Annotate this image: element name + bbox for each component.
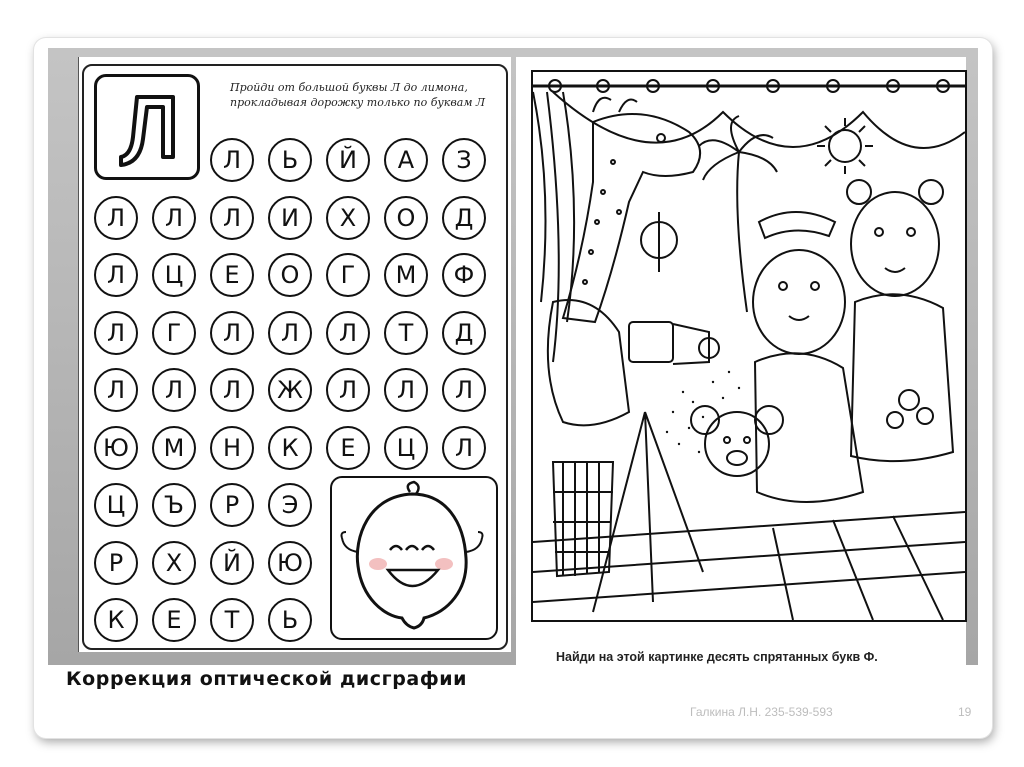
maze-instruction — [230, 80, 498, 110]
letter-circle: Ц — [384, 426, 428, 470]
letter-circle: Л — [210, 196, 254, 240]
letter-circle: Л — [94, 368, 138, 412]
letter-circle: Л — [210, 311, 254, 355]
letter-circle: Д — [442, 311, 486, 355]
letter-circle: К — [94, 598, 138, 642]
letter-circle: Ю — [94, 426, 138, 470]
letter-circle: Р — [94, 541, 138, 585]
letter-circle: Е — [152, 598, 196, 642]
zoo-photographer-illustration — [533, 72, 965, 620]
hidden-letters-picture — [531, 70, 967, 622]
picture-caption: Найди на этой картинке десять спрятанных букв Ф. — [556, 650, 878, 664]
letter-circle: А — [384, 138, 428, 182]
instruction-line-1: Пройди от большой буквы Л до лимона, — [230, 81, 468, 94]
letter-circle: Х — [326, 196, 370, 240]
letter-circle: Л — [442, 426, 486, 470]
letter-circle: О — [384, 196, 428, 240]
letter-circle: Ь — [268, 138, 312, 182]
letter-circle: Л — [268, 311, 312, 355]
letter-circle: Ж — [268, 368, 312, 412]
letter-circle: Н — [210, 426, 254, 470]
letter-circle: Ю — [268, 541, 312, 585]
letter-circle: Т — [384, 311, 428, 355]
letter-circle: Й — [210, 541, 254, 585]
letter-circle: Г — [152, 311, 196, 355]
letter-circle: Ф — [442, 253, 486, 297]
letter-circle: Л — [94, 196, 138, 240]
smiling-lemon-illustration — [332, 478, 492, 634]
letter-circle: Э — [268, 483, 312, 527]
letter-circle: Ъ — [152, 483, 196, 527]
letter-circle: Л — [152, 196, 196, 240]
letter-circle: О — [268, 253, 312, 297]
letter-circle: З — [442, 138, 486, 182]
letter-circle: Л — [384, 368, 428, 412]
letter-circle: Л — [210, 368, 254, 412]
footer-author: Галкина Л.Н. 235-539-593 — [690, 705, 833, 719]
letter-circle: Р — [210, 483, 254, 527]
big-letter-box — [94, 74, 200, 180]
letter-circle: Л — [326, 368, 370, 412]
giraffe-spots — [583, 160, 621, 284]
letter-circle: Т — [210, 598, 254, 642]
letter-circle: Л — [210, 138, 254, 182]
letter-circle: Л — [94, 311, 138, 355]
letter-circle: Л — [442, 368, 486, 412]
slide-title: Коррекция оптической дисграфии — [66, 668, 468, 690]
big-letter-l-outline — [97, 77, 197, 177]
letter-circle: Ц — [152, 253, 196, 297]
instruction-line-2: прокладывая дорожку только по буквам Л — [230, 96, 486, 109]
letter-circle: Л — [152, 368, 196, 412]
lemon-goal-box — [330, 476, 498, 640]
letter-circle: М — [152, 426, 196, 470]
letter-circle: И — [268, 196, 312, 240]
letter-circle: Е — [210, 253, 254, 297]
letter-circle: К — [268, 426, 312, 470]
letter-circle: Е — [326, 426, 370, 470]
letter-circle: Й — [326, 138, 370, 182]
letter-circle: М — [384, 253, 428, 297]
letter-circle: Л — [326, 311, 370, 355]
letter-circle: Г — [326, 253, 370, 297]
letter-circle: Х — [152, 541, 196, 585]
letter-circle: Ц — [94, 483, 138, 527]
letter-circle: Д — [442, 196, 486, 240]
page-number: 19 — [958, 705, 972, 719]
letter-circle: Л — [94, 253, 138, 297]
letter-circle: Ь — [268, 598, 312, 642]
